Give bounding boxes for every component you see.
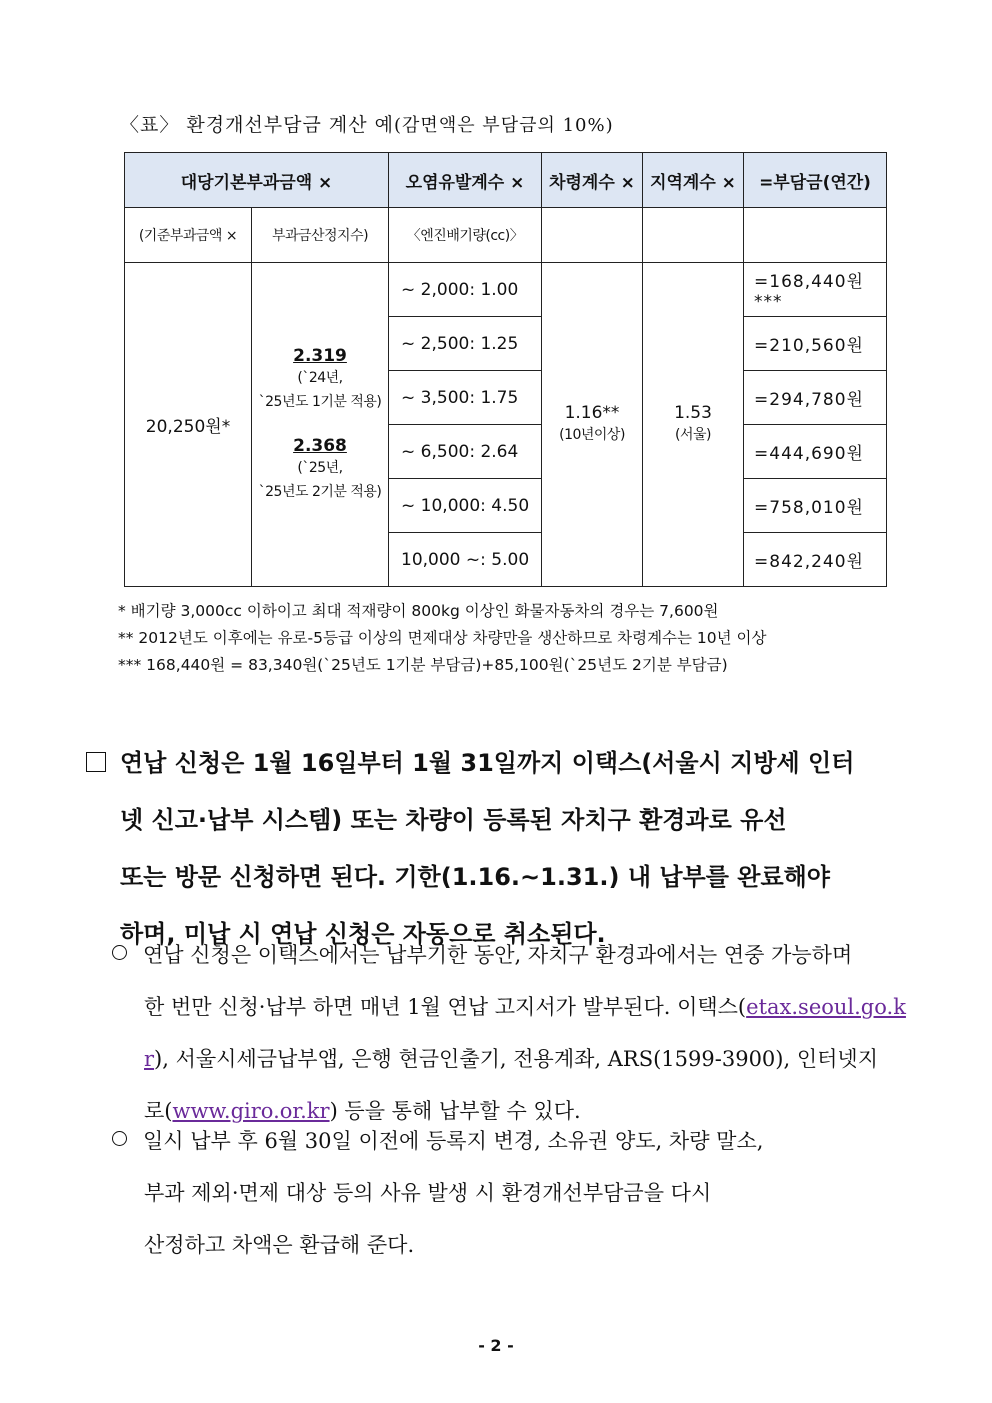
age-factor-value: 1.16** <box>564 402 620 423</box>
table-header-row <box>125 153 887 208</box>
subheader-engine-displacement: 〈엔진배기량(cc)〉 <box>389 208 542 263</box>
table-caption <box>120 110 614 137</box>
circle-bullet-icon <box>112 1131 127 1146</box>
main-line-4: 하며, 미납 시 연납 신청은 자동으로 취소된다. <box>120 920 606 948</box>
etax-link-continued[interactable]: r <box>144 1047 155 1071</box>
fee-cell: =210,560원 <box>744 317 887 371</box>
circle-bullet-icon <box>112 945 127 960</box>
square-bullet-icon <box>86 752 106 772</box>
main-line-1: 연납 신청은 1월 16일부터 1월 31일까지 이택스(서울시 지방세 인터 <box>86 735 908 792</box>
bullet2-line-3: 산정하고 차액은 환급해 준다. <box>144 1233 415 1257</box>
footnote-2: ** 2012년도 이후에는 유로-5등급 이상의 면제대상 차량만을 생산하므로 차령계수는 10년 이상 <box>118 629 767 647</box>
rate-2025-note-period: `25년도 2기분 적용) <box>258 483 382 500</box>
footnote-1: * 배기량 3,000cc 이하이고 최대 적재량이 800kg 이상인 화물자동차의 경우는 7,600원 <box>118 602 719 620</box>
engine-cell: ~ 2,000: 1.00 <box>389 263 542 317</box>
age-factor-note: (10년이상) <box>559 426 625 443</box>
charge-index-cell <box>252 263 389 587</box>
engine-cell: ~ 2,500: 1.25 <box>389 317 542 371</box>
region-factor-note: (서울) <box>675 426 711 443</box>
subheader-charge-index: 부과금산정지수) <box>252 208 389 263</box>
table-row <box>125 263 887 317</box>
main-line-2: 넷 신고·납부 시스템) 또는 차량이 등록된 자치구 환경과로 유선 <box>120 806 787 834</box>
fee-cell: =842,240원 <box>744 533 887 587</box>
engine-cell: ~ 10,000: 4.50 <box>389 479 542 533</box>
header-age-factor: 차령계수 × <box>542 153 643 208</box>
rate-2024-value: 2.319 <box>293 345 347 366</box>
header-pollution-factor: 오염유발계수 × <box>389 153 542 208</box>
charge-calculation-table <box>124 152 887 587</box>
engine-cell: 10,000 ~: 5.00 <box>389 533 542 587</box>
rate-2024-note-year: (`24년, <box>297 369 343 386</box>
engine-cell: ~ 3,500: 1.75 <box>389 371 542 425</box>
header-region-factor: 지역계수 × <box>643 153 744 208</box>
footnote-3: *** 168,440원 = 83,340원(`25년도 1기분 부담금)+85,100원(`25년도 2기분 부담금) <box>118 656 728 674</box>
rate-2024-note-period: `25년도 1기분 적용) <box>258 393 382 410</box>
fee-cell: =444,690원 <box>744 425 887 479</box>
bullet1-line-3: r), 서울시세금납부앱, 은행 현금인출기, 전용계좌, ARS(1599-3900), 인터넷지 <box>144 1047 878 1071</box>
giro-link[interactable]: www.giro.or.kr <box>172 1099 330 1123</box>
table-footnotes <box>118 598 766 679</box>
age-factor-cell <box>542 263 643 587</box>
page-number: - 2 - <box>478 1336 514 1355</box>
header-annual-charge: =부담금(연간) <box>744 153 887 208</box>
bullet2-line-1: 일시 납부 후 6월 30일 이전에 등록지 변경, 소유권 양도, 차량 말소, <box>112 1115 908 1167</box>
bullet-paragraph-2 <box>112 1115 908 1271</box>
rate-2025-note-year: (`25년, <box>297 459 343 476</box>
main-line-3: 또는 방문 신청하면 된다. 기한(1.16.~1.31.) 내 납부를 완료해야 <box>120 863 830 891</box>
bullet1-line-1: 연납 신청은 이택스에서는 납부기한 동안, 자치구 환경과에서는 연중 가능하며 <box>112 929 908 981</box>
caption-note: (감면액은 부담금의 10%) <box>394 115 614 136</box>
etax-link[interactable]: etax.seoul.go.k <box>746 995 906 1019</box>
subheader-standard-amount: (기준부과금액 × <box>125 208 252 263</box>
caption-title: 〈표〉 환경개선부담금 계산 예 <box>120 114 395 136</box>
region-factor-value: 1.53 <box>674 402 712 423</box>
bullet1-line-4: 로(www.giro.or.kr) 등을 통해 납부할 수 있다. <box>144 1099 581 1123</box>
base-amount-cell: 20,250원* <box>125 263 252 587</box>
fee-cell: =758,010원 <box>744 479 887 533</box>
table-subheader-row <box>125 208 887 263</box>
rate-2025-value: 2.368 <box>293 435 347 456</box>
bullet1-line-2: 한 번만 신청·납부 하면 매년 1월 연납 고지서가 발부된다. 이택스(etax.seoul.go.k <box>144 995 906 1019</box>
region-factor-cell <box>643 263 744 587</box>
fee-cell: =294,780원 <box>744 371 887 425</box>
engine-cell: ~ 6,500: 2.64 <box>389 425 542 479</box>
bullet-paragraph-1 <box>112 929 908 1137</box>
bullet2-line-2: 부과 제외·면제 대상 등의 사유 발생 시 환경개선부담금을 다시 <box>144 1181 712 1205</box>
fee-cell: =168,440원*** <box>744 263 887 317</box>
header-base-amount: 대당기본부과금액 × <box>125 153 389 208</box>
